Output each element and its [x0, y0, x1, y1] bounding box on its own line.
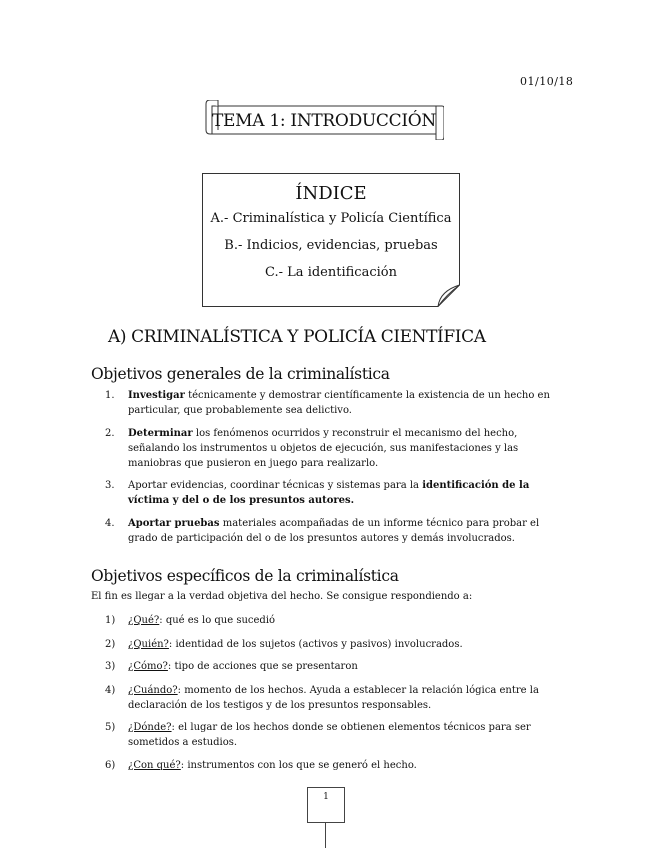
- item-text: : el lugar de los hechos donde se obtienen elementos técnicos para ser sometidos a estudios.: [128, 722, 531, 748]
- item-number: 1): [105, 615, 116, 626]
- item-text: : qué es lo que sucedió: [159, 615, 276, 626]
- item-question: ¿Quién?: [128, 639, 169, 650]
- item-text: : tipo de acciones que se presentaron: [167, 661, 358, 672]
- item-number: 5): [105, 722, 116, 733]
- item-question: ¿Cómo?: [128, 661, 168, 672]
- section-title: A) CRIMINALÍSTICA Y POLICÍA CIENTÍFICA: [108, 327, 486, 347]
- item-number: 2.: [105, 428, 115, 439]
- index-item: B.- Indicios, evidencias, pruebas: [224, 238, 438, 253]
- specific-objectives-title: Objetivos específicos de la criminalística: [91, 567, 399, 585]
- index-box: [202, 173, 460, 307]
- item-keyword: identificación de la víctima y del o de los presuntos autores.: [128, 480, 530, 506]
- general-objectives-title: Objetivos generales de la criminalística: [91, 365, 390, 383]
- item-number: 1.: [105, 390, 115, 401]
- item-number: 3): [105, 661, 116, 672]
- item-text: materiales acompañadas de un informe técnico para probar el grado de participación del o de los presuntos autores y demás involucrados.: [128, 518, 540, 544]
- item-question: ¿Cuándo?: [128, 685, 178, 696]
- item-question: ¿Dónde?: [128, 722, 172, 733]
- page-number: 1: [323, 792, 329, 802]
- document-title: TEMA 1: INTRODUCCIÓN: [212, 111, 436, 131]
- item-text: : identidad de los sujetos (activos y pasivos) involucrados.: [168, 639, 463, 650]
- item-text: : momento de los hechos. Ayuda a establecer la relación lógica entre la declaración de los testigos y de los presuntos responsables.: [128, 685, 539, 711]
- item-text: Aportar evidencias, coordinar técnicas y sistemas para la: [128, 480, 423, 491]
- item-question: ¿Qué?: [128, 615, 160, 626]
- item-number: 4): [105, 685, 116, 696]
- index-item: A.- Criminalística y Policía Científica: [210, 211, 452, 226]
- item-keyword: Determinar: [128, 428, 193, 439]
- document-date: 01/10/18: [520, 75, 574, 88]
- item-number: 4.: [105, 518, 115, 529]
- item-text: técnicamente y demostrar científicamente la existencia de un hecho en particular, que probablemente sea delictivo.: [128, 390, 550, 416]
- index-title: ÍNDICE: [295, 183, 367, 204]
- item-number: 6): [105, 760, 116, 771]
- item-number: 2): [105, 639, 116, 650]
- item-keyword: Aportar pruebas: [128, 518, 220, 529]
- item-text: : instrumentos con los que se generó el hecho.: [180, 760, 417, 771]
- item-number: 3.: [105, 480, 115, 491]
- title-banner: [204, 100, 444, 140]
- item-keyword: Investigar: [128, 390, 185, 401]
- page-number-box: [307, 787, 345, 823]
- index-item: C.- La identificación: [265, 265, 397, 280]
- specific-intro: El fin es llegar a la verdad objetiva del hecho. Se consigue respondiendo a:: [91, 591, 473, 602]
- item-text: los fenómenos ocurridos y reconstruir el mecanismo del hecho, señalando los instrumentos u objetos de ejecución, sus manifestaciones y las maniobras que pusieron en juego para realizarlo.: [128, 428, 519, 469]
- page-number-stem: [325, 822, 326, 848]
- item-question: ¿Con qué?: [128, 760, 181, 771]
